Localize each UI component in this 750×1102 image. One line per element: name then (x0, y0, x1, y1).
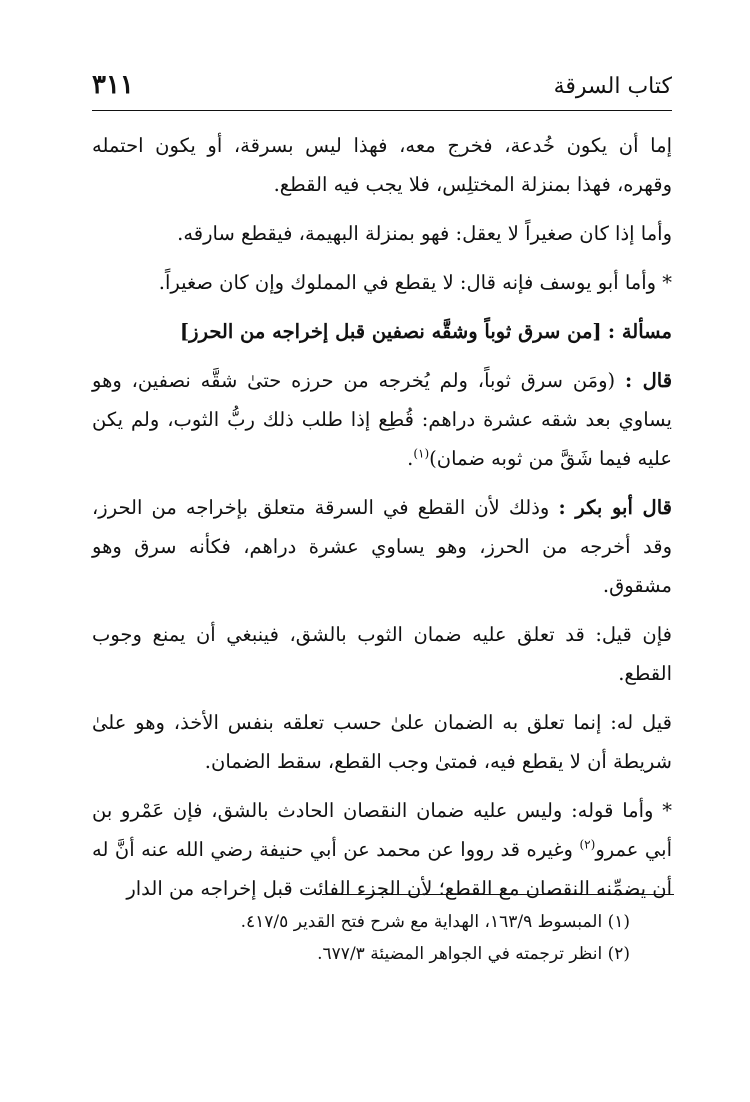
chapter-title: كتاب السرقة (553, 74, 672, 99)
footnote-ref-2[interactable]: (٢) (579, 837, 596, 852)
paragraph-6 (92, 488, 672, 605)
paragraph-9-text-b: وغيره قد رووا عن محمد عن أبي حنيفة رضي الله عنه أنَّ له أن يضمِّنه النقصان مع القطع؛ لأن الجزء الفائت قبل إخراجه من الدار (92, 838, 672, 900)
paragraph-9 (92, 791, 672, 908)
paragraph-9-text-a: * وأما قوله: وليس عليه ضمان النقصان الحادث بالشق، فإن عَمْرو بن أبي عمرو (92, 799, 672, 861)
page-number: ٣١١ (92, 70, 134, 100)
speaker-label: قال أبو بكر : (558, 496, 672, 519)
paragraph-2: وأما إذا كان صغيراً لا يعقل: فهو بمنزلة البهيمة، فيقطع سارقه. (177, 222, 672, 245)
speaker-label: قال : (624, 369, 673, 392)
paragraph-5 (92, 361, 672, 478)
paragraph-6-text: وذلك لأن القطع في السرقة متعلق بإخراجه من الحرز، وقد أخرجه من الحرز، وهو يساوي عشرة دراهم، فكأنه سرق وهو مشقوق. (92, 496, 672, 597)
paragraph-1: إما أن يكون خُدعة، فخرج معه، فهذا ليس بسرقة، أو يكون احتمله وقهره، فهذا بمنزلة المختلِس، فلا يجب فيه القطع. (92, 134, 672, 196)
issue-heading (92, 312, 672, 351)
paragraph-5-text: (ومَن سرق ثوباً، ولم يُخرجه من حرزه حتىٰ شقَّه نصفين، وهو يساوي بعد شقه عشرة دراهم: قُطِع إذا طلب ذلك ربُّ الثوب، ولم يكن عليه فيما شَقَّ من ثوبه ضمان) (92, 369, 672, 470)
footnote-2: (٢) انظر ترجمته في الجواهر المضيئة ٦٧٧/٣. (317, 944, 630, 964)
footnote-1: (١) المبسوط ١٦٣/٩، الهداية مع شرح فتح القدير ٤١٧/٥. (240, 912, 630, 932)
header-divider (92, 110, 672, 111)
issue-label: مسألة : (607, 320, 672, 343)
footnote-divider (322, 894, 674, 895)
paragraph-7: فإن قيل: قد تعلق عليه ضمان الثوب بالشق، فينبغي أن يمنع وجوب القطع. (92, 623, 672, 685)
paragraph-8: قيل له: إنما تعلق به الضمان علىٰ حسب تعلقه بنفس الأخذ، وهو علىٰ شريطة أن لا يقطع فيه، فمتىٰ وجب القطع، سقط الضمان. (92, 711, 672, 773)
issue-title: [من سرق ثوباً وشقَّه نصفين قبل إخراجه من الحرز] (179, 320, 602, 343)
paragraph-5-end: . (407, 447, 414, 470)
paragraph-3: * وأما أبو يوسف فإنه قال: لا يقطع في المملوك وإن كان صغيراً. (158, 271, 672, 294)
running-header (92, 70, 672, 106)
footnote-ref-1[interactable]: (١) (413, 446, 430, 461)
main-text (92, 126, 672, 908)
footnotes (92, 906, 630, 970)
